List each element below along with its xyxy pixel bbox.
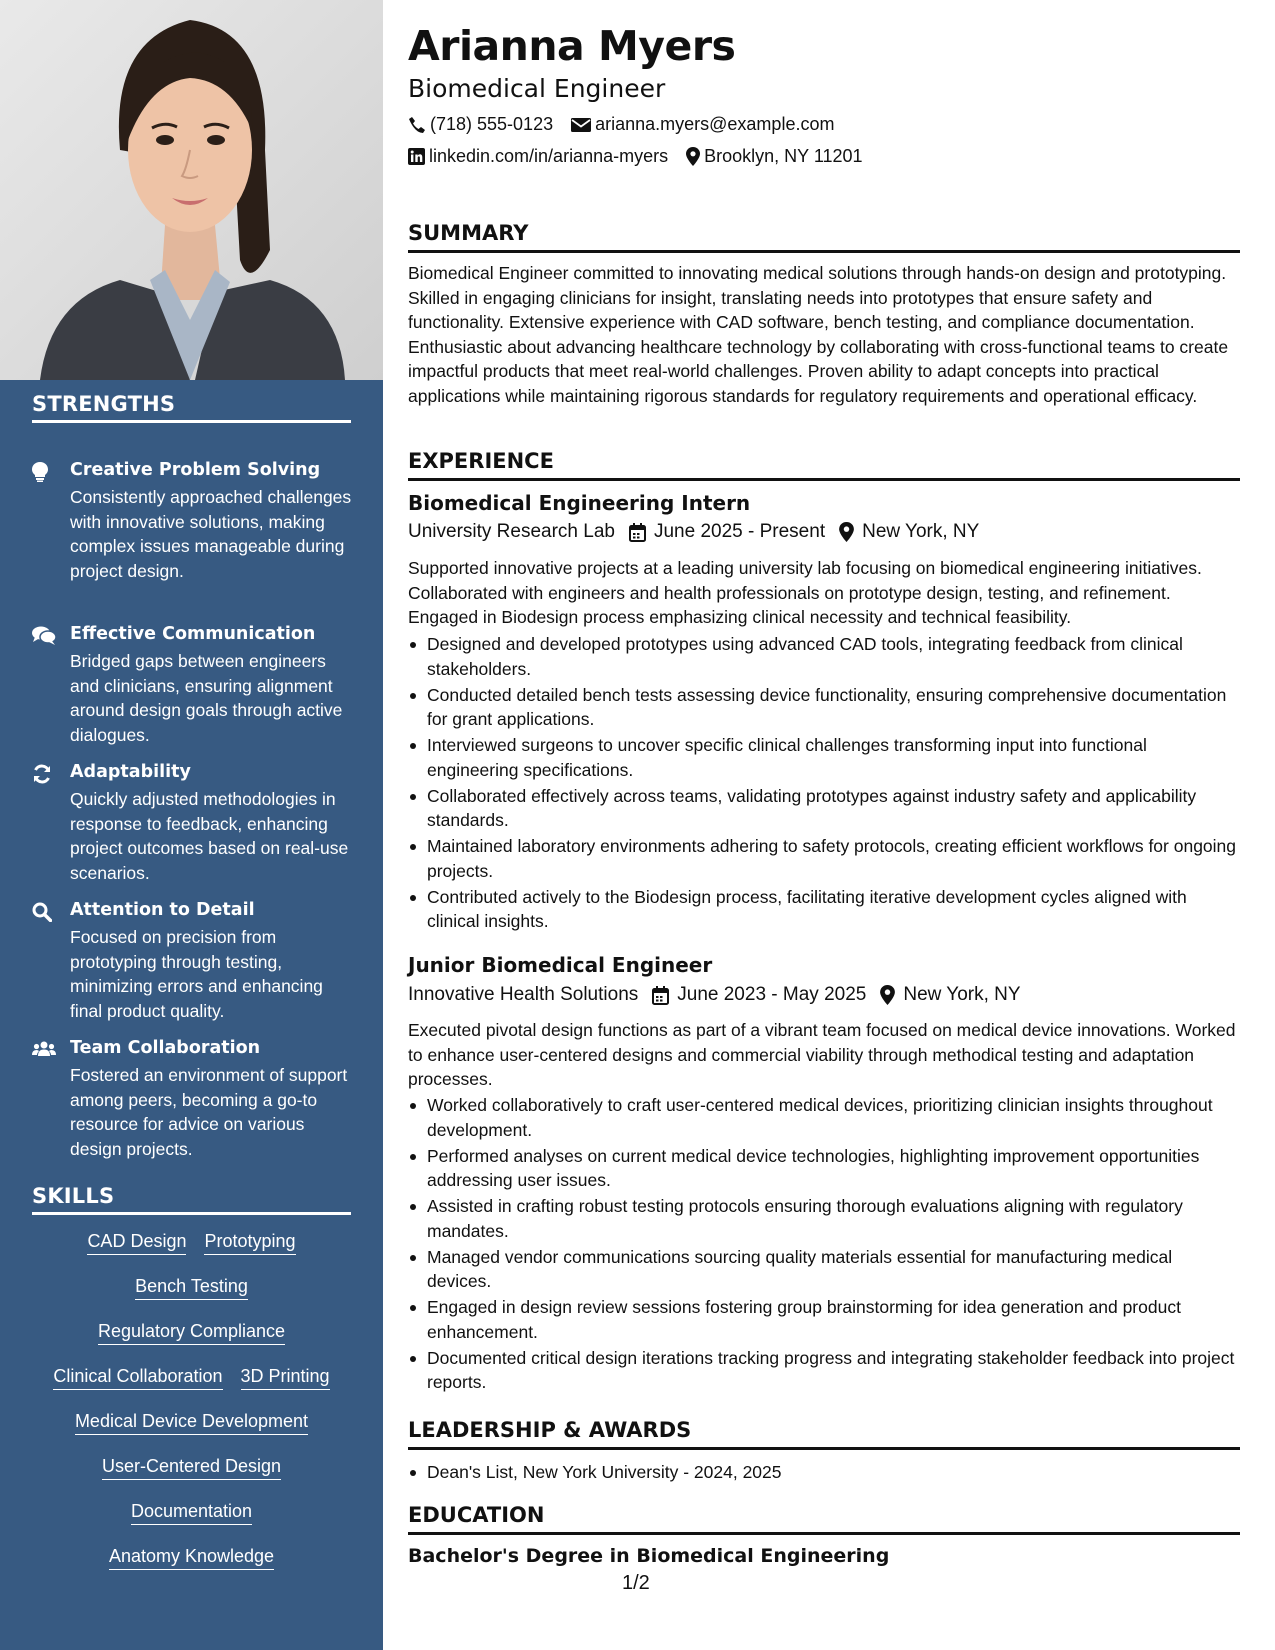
list-item: Dean's List, New York University - 2024, 2025 bbox=[408, 1460, 1240, 1485]
calendar-icon bbox=[629, 523, 646, 542]
skill-row bbox=[32, 1545, 351, 1590]
strength-title: Adaptability bbox=[70, 762, 191, 782]
skill-row bbox=[32, 1410, 351, 1455]
company-name: Innovative Health Solutions bbox=[408, 984, 639, 1005]
list-item: Conducted detailed bench tests assessing device functionality, ensuring comprehensive documentation for grant applications. bbox=[408, 683, 1240, 732]
skill-tag: Documentation bbox=[131, 1500, 252, 1525]
job-title: Junior Biomedical Engineer bbox=[408, 953, 713, 977]
degree-title: Bachelor's Degree in Biomedical Engineering bbox=[408, 1545, 890, 1567]
candidate-role: Biomedical Engineer bbox=[408, 74, 666, 103]
strength-description: Bridged gaps between engineers and clinicians, ensuring alignment around design goals through active dialogues. bbox=[70, 651, 343, 745]
experience-heading: EXPERIENCE bbox=[408, 449, 1240, 481]
strength-title: Team Collaboration bbox=[70, 1038, 261, 1058]
job-meta bbox=[408, 521, 993, 543]
calendar-icon bbox=[652, 986, 669, 1005]
location-contact bbox=[686, 146, 862, 167]
linkedin-icon bbox=[408, 148, 425, 165]
dates-text: June 2023 - May 2025 bbox=[677, 984, 867, 1005]
list-item: Collaborated effectively across teams, validating prototypes against industry safety and applicability standards. bbox=[408, 784, 1240, 833]
phone-number: (718) 555-0123 bbox=[430, 114, 554, 134]
lightbulb-icon bbox=[32, 462, 54, 482]
skills-heading: SKILLS bbox=[32, 1184, 351, 1215]
location-text: New York, NY bbox=[862, 521, 980, 542]
skill-tag: Bench Testing bbox=[135, 1275, 248, 1300]
page-number: 1/2 bbox=[622, 1572, 650, 1594]
company-name: University Research Lab bbox=[408, 521, 615, 542]
awards-list bbox=[408, 1460, 1240, 1486]
job-bullets bbox=[408, 1093, 1240, 1396]
contact-row-2 bbox=[408, 146, 881, 167]
comments-icon bbox=[32, 626, 54, 646]
list-item: Worked collaboratively to craft user-centered medical devices, prioritizing clinician insights throughout development. bbox=[408, 1093, 1240, 1142]
email-address: arianna.myers@example.com bbox=[595, 114, 835, 134]
list-item: Performed analyses on current medical device technologies, highlighting improvement opportunities addressing user issues. bbox=[408, 1144, 1240, 1193]
strength-description: Consistently approached challenges with innovative solutions, making complex issues manageable during project design. bbox=[70, 487, 352, 581]
skills-list bbox=[32, 1230, 351, 1590]
list-item: Contributed actively to the Biodesign process, facilitating iterative development cycles aligned with clinical insights. bbox=[408, 885, 1240, 934]
list-item: Documented critical design iterations tracking progress and integrating stakeholder feedback into project reports. bbox=[408, 1346, 1240, 1395]
strength-description: Quickly adjusted methodologies in response to feedback, enhancing project outcomes based on real-use scenarios. bbox=[70, 789, 349, 883]
list-item: Interviewed surgeons to uncover specific clinical challenges transforming input into functional engineering specifications. bbox=[408, 733, 1240, 782]
education-heading: EDUCATION bbox=[408, 1503, 1240, 1535]
envelope-icon bbox=[571, 117, 591, 133]
sidebar bbox=[0, 0, 383, 1650]
skill-row bbox=[32, 1230, 351, 1275]
linkedin-url: linkedin.com/in/arianna-myers bbox=[429, 146, 669, 166]
job-location bbox=[839, 521, 979, 543]
location-text: New York, NY bbox=[903, 984, 1021, 1005]
job-bullets bbox=[408, 632, 1240, 935]
job-meta bbox=[408, 984, 1035, 1006]
list-item: Assisted in crafting robust testing protocols ensuring thorough evaluations aligning with regulatory mandates. bbox=[408, 1194, 1240, 1243]
list-item: Maintained laboratory environments adhering to safety protocols, creating efficient workflows for ongoing projects. bbox=[408, 834, 1240, 883]
strengths-heading: STRENGTHS bbox=[32, 392, 351, 423]
skill-tag: 3D Printing bbox=[241, 1365, 330, 1390]
skill-tag: Anatomy Knowledge bbox=[109, 1545, 274, 1570]
strength-title: Effective Communication bbox=[70, 624, 316, 644]
job-description: Executed pivotal design functions as part of a vibrant team focused on medical device innovations. Worked to enhance user-centered designs and commercial viability through methodical testing and adaptation processes. bbox=[408, 1020, 1236, 1089]
leadership-heading: LEADERSHIP & AWARDS bbox=[408, 1418, 1240, 1450]
summary-text: Biomedical Engineer committed to innovating medical solutions through hands-on design and prototyping. Skilled in engaging clinicians for insight, translating needs into prototypes that ensure safety and functionality. Extensive experience with CAD software, bench testing, and compliance documentation. Enthusiastic about advancing healthcare technology by collaborating with cross-functional teams to create impactful products that meet real-world challenges. Proven ability to adapt concepts into practical applications while maintaining rigorous standards for regulatory requirements and operational efficacy. bbox=[408, 263, 1229, 406]
job-location bbox=[880, 984, 1020, 1006]
linkedin-contact bbox=[408, 146, 668, 167]
skill-row bbox=[32, 1500, 351, 1545]
list-item: Designed and developed prototypes using advanced CAD tools, integrating feedback from clinical stakeholders. bbox=[408, 632, 1240, 681]
search-icon bbox=[32, 902, 54, 922]
job-dates bbox=[629, 521, 825, 543]
dates-text: June 2025 - Present bbox=[653, 521, 826, 542]
skill-tag: Medical Device Development bbox=[75, 1410, 308, 1435]
job-description: Supported innovative projects at a leading university lab focusing on biomedical engineering initiatives. Collaborated with engineers and health professionals on prototype design, testing, and refinement. Engaged in Biodesign process emphasizing clinical necessity and technical feasibility. bbox=[408, 558, 1202, 627]
map-marker-icon bbox=[839, 522, 854, 542]
summary-heading: SUMMARY bbox=[408, 221, 1240, 253]
skill-tag: Clinical Collaboration bbox=[53, 1365, 222, 1390]
map-marker-icon bbox=[880, 985, 895, 1005]
profile-photo bbox=[0, 0, 383, 380]
strength-description: Focused on precision from prototyping through testing, minimizing errors and enhancing final product quality. bbox=[70, 927, 323, 1021]
location-text: Brooklyn, NY 11201 bbox=[704, 146, 863, 166]
job-title: Biomedical Engineering Intern bbox=[408, 491, 751, 515]
skill-tag: User-Centered Design bbox=[102, 1455, 281, 1480]
phone-icon bbox=[408, 116, 426, 134]
map-marker-icon bbox=[686, 147, 700, 166]
skill-tag: CAD Design bbox=[87, 1230, 186, 1255]
email-contact bbox=[571, 114, 834, 135]
sync-icon bbox=[32, 764, 54, 784]
skill-row bbox=[32, 1320, 351, 1365]
skill-row bbox=[32, 1365, 351, 1410]
list-item: Engaged in design review sessions fostering group brainstorming for idea generation and product enhancement. bbox=[408, 1295, 1240, 1344]
phone-contact bbox=[408, 114, 553, 135]
skill-row bbox=[32, 1455, 351, 1500]
job-dates bbox=[652, 984, 866, 1006]
users-icon bbox=[32, 1040, 54, 1060]
strength-description: Fostered an environment of support among peers, becoming a go-to resource for advice on various design projects. bbox=[70, 1065, 348, 1159]
skill-tag: Prototyping bbox=[204, 1230, 295, 1255]
strength-title: Creative Problem Solving bbox=[70, 460, 321, 480]
candidate-name: Arianna Myers bbox=[408, 22, 736, 70]
skill-tag: Regulatory Compliance bbox=[98, 1320, 285, 1345]
list-item: Managed vendor communications sourcing quality materials essential for manufacturing medical devices. bbox=[408, 1245, 1240, 1294]
strength-title: Attention to Detail bbox=[70, 900, 255, 920]
skill-row bbox=[32, 1275, 351, 1320]
contact-row-1 bbox=[408, 114, 852, 135]
